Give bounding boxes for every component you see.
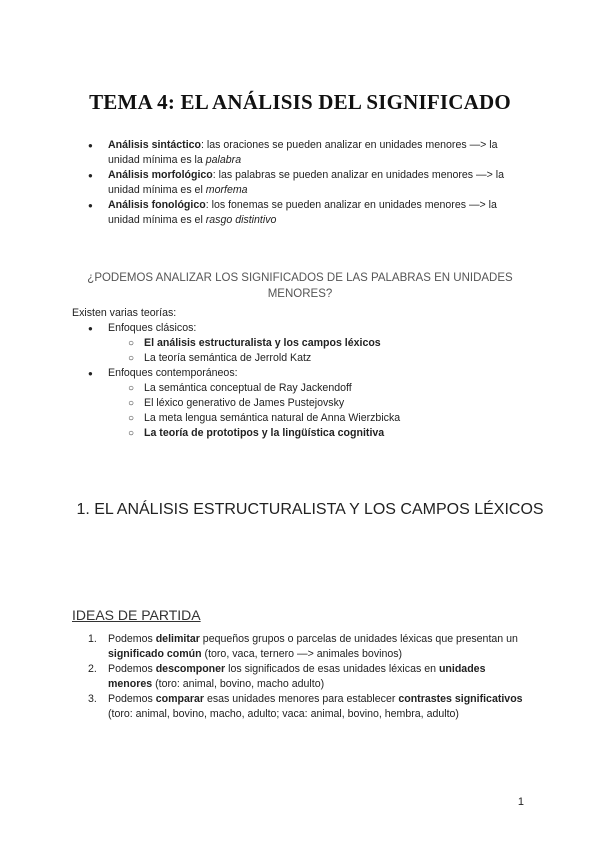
- list-item: [128, 396, 344, 411]
- item-number: 1.: [88, 633, 97, 645]
- text: Podemos: [108, 663, 156, 675]
- theories-intro: Existen varias teorías:: [72, 307, 177, 319]
- item-text: : las palabras se pueden analizar en unidades menores —> la unidad mínima es el: [108, 169, 505, 196]
- item-number: 2.: [88, 663, 97, 675]
- list-item: [128, 411, 400, 426]
- list-item: [128, 336, 381, 351]
- item-text: El análisis estructuralista y los campos léxicos: [144, 337, 381, 349]
- question-heading: ¿PODEMOS ANALIZAR LOS SIGNIFICADOS DE LAS PALABRAS EN UNIDADES MENORES?: [87, 272, 513, 300]
- text: pequeños grupos o parcelas de unidades léxicas que presentan un: [199, 633, 518, 645]
- item-text: : los fonemas se pueden analizar en unidades menores —> la unidad mínima es el: [108, 199, 497, 226]
- term: Análisis morfológico: [108, 169, 213, 181]
- emphasis: delimitar: [155, 633, 200, 645]
- text: (toro: animal, bovino, macho, adulto; vaca: animal, bovino, hembra, adulto): [108, 708, 459, 720]
- text: los significados de esas unidades léxicas en: [225, 663, 439, 675]
- section-heading: 1. EL ANÁLISIS ESTRUCTURALISTA Y LOS CAMPOS LÉXICOS: [76, 501, 544, 518]
- emphasis: descomponer: [155, 663, 226, 675]
- classical-approaches: [86, 321, 196, 336]
- ideas-list: [86, 632, 526, 722]
- document-title: TEMA 4: EL ANÁLISIS DEL SIGNIFICADO: [89, 90, 511, 114]
- item-text: La teoría semántica de Jerrold Katz: [144, 352, 312, 364]
- list-item: [128, 351, 311, 366]
- list-item: [86, 692, 526, 722]
- item-number: 3.: [88, 693, 97, 705]
- item-text: La teoría de prototipos y la lingüística cognitiva: [144, 427, 385, 439]
- list-item: [86, 168, 526, 198]
- text: Podemos: [108, 693, 156, 705]
- text: esas unidades menores para establecer: [204, 693, 399, 705]
- emphasis: comparar: [155, 693, 204, 705]
- ideas-heading: IDEAS DE PARTIDA: [72, 607, 201, 623]
- analysis-types-list: [86, 138, 526, 228]
- list-item: [86, 662, 526, 692]
- text: (toro, vaca, ternero —> animales bovinos): [201, 648, 403, 660]
- list-item: [128, 426, 384, 441]
- emphasis: unidades menores: [108, 663, 486, 690]
- unit: morfema: [205, 184, 248, 196]
- list-item: [86, 138, 526, 168]
- emphasis: contrastes significativos: [398, 693, 523, 705]
- contemporary-label: Enfoques contemporáneos:: [108, 367, 238, 379]
- classical-label: Enfoques clásicos:: [108, 322, 197, 334]
- contemporary-approaches: [86, 366, 238, 381]
- unit: palabra: [205, 154, 242, 166]
- item-text: La semántica conceptual de Ray Jackendoff: [144, 382, 352, 394]
- text: Podemos: [108, 633, 156, 645]
- list-item: [86, 198, 526, 228]
- item-text: La meta lengua semántica natural de Anna Wierzbicka: [144, 412, 401, 424]
- page-number: 1: [517, 796, 524, 808]
- list-item: [128, 381, 352, 396]
- text: (toro: animal, bovino, macho adulto): [152, 678, 325, 690]
- term: Análisis fonológico: [108, 199, 206, 211]
- emphasis: significado común: [108, 648, 202, 660]
- list-item: [86, 632, 526, 662]
- item-text: : las oraciones se pueden analizar en unidades menores —> la unidad mínima es la: [108, 139, 498, 166]
- term: Análisis sintáctico: [108, 139, 202, 151]
- unit: rasgo distintivo: [205, 214, 277, 226]
- item-text: El léxico generativo de James Pustejovsky: [144, 397, 345, 409]
